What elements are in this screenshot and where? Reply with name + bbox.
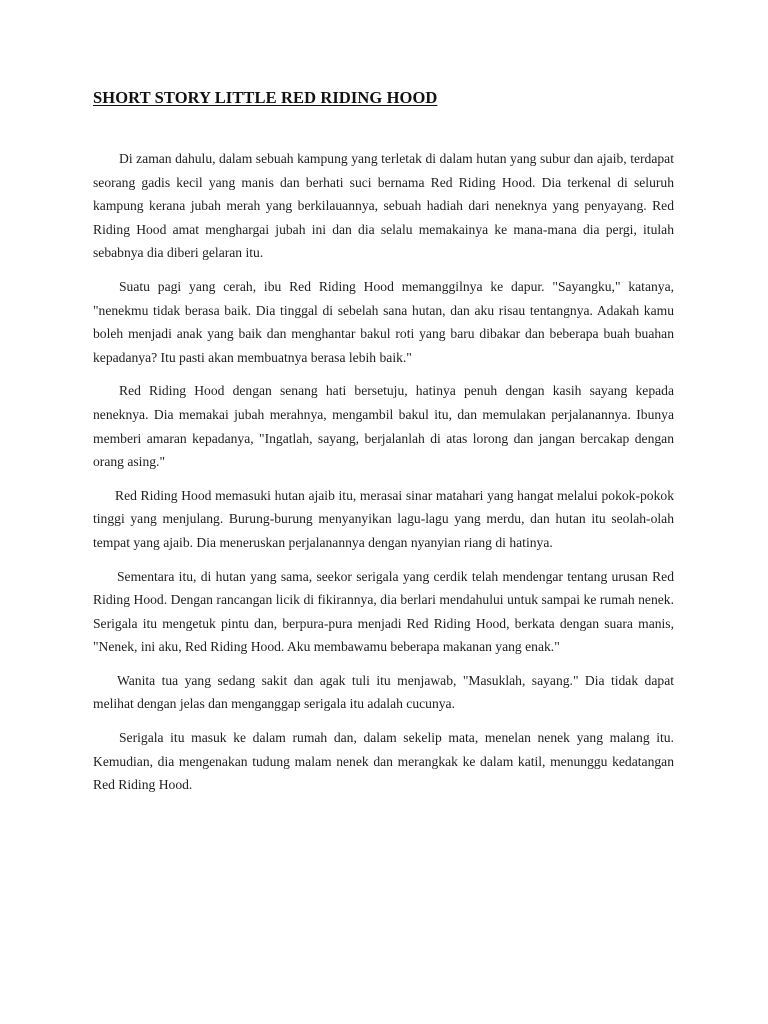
paragraph-1: Di zaman dahulu, dalam sebuah kampung yang terletak di dalam hutan yang subur dan ajaib, terdapat seorang gadis kecil yang manis dan berhati suci bernama Red Riding Hood. Dia terkenal di seluruh kampung kerana jubah merah yang berkilauannya, sebuah hadiah dari neneknya yang penyayang. Red Riding Hood amat menghargai jubah ini dan dia selalu memakainya ke mana-mana dia pergi, itulah sebabnya dia diberi gelaran itu. <box>93 151 674 261</box>
story-title: SHORT STORY LITTLE RED RIDING HOOD <box>93 88 438 107</box>
paragraph-3: Red Riding Hood dengan senang hati bersetuju, hatinya penuh dengan kasih sayang kepada neneknya. Dia memakai jubah merahnya, mengambil bakul itu, dan memulakan perjalanannya. Ibunya memberi amaran kepadanya, "Ingatlah, sayang, berjalanlah di atas lorong dan jangan bercakap dengan orang asing." <box>93 383 674 470</box>
story-body <box>93 147 674 807</box>
paragraph-6: Wanita tua yang sedang sakit dan agak tuli itu menjawab, "Masuklah, sayang." Dia tidak dapat melihat dengan jelas dan menganggap serigala itu adalah cucunya. <box>93 672 674 712</box>
paragraph-7: Serigala itu masuk ke dalam rumah dan, dalam sekelip mata, menelan nenek yang malang itu. Kemudian, dia mengenakan tudung malam nenek dan merangkak ke dalam katil, menunggu kedatangan Red Riding Hood. <box>93 730 674 793</box>
paragraph-5: Sementara itu, di hutan yang sama, seekor serigala yang cerdik telah mendengar tentang urusan Red Riding Hood. Dengan rancangan licik di fikirannya, dia berlari mendahului untuk sampai ke rumah nenek. Serigala itu mengetuk pintu dan, berpura-pura menjadi Red Riding Hood, berkata dengan suara manis, "Nenek, ini aku, Red Riding Hood. Aku membawamu beberapa makanan yang enak." <box>93 568 674 655</box>
paragraph-4: Red Riding Hood memasuki hutan ajaib itu, merasai sinar matahari yang hangat melalui pokok-pokok tinggi yang menjulang. Burung-burung menyanyikan lagu-lagu yang merdu, dan hutan itu seolah-olah tempat yang ajaib. Dia meneruskan perjalanannya dengan nyanyian riang di hatinya. <box>93 487 674 550</box>
paragraph-2: Suatu pagi yang cerah, ibu Red Riding Hood memanggilnya ke dapur. "Sayangku," katanya, "nenekmu tidak berasa baik. Dia tinggal di sebelah sana hutan, dan aku risau tentangnya. Adakah kamu boleh menjadi anak yang baik dan menghantar bakul roti yang baru dibakar dan beberapa buah buahan kepadanya? Itu pasti akan membuatnya berasa lebih baik." <box>93 278 674 365</box>
